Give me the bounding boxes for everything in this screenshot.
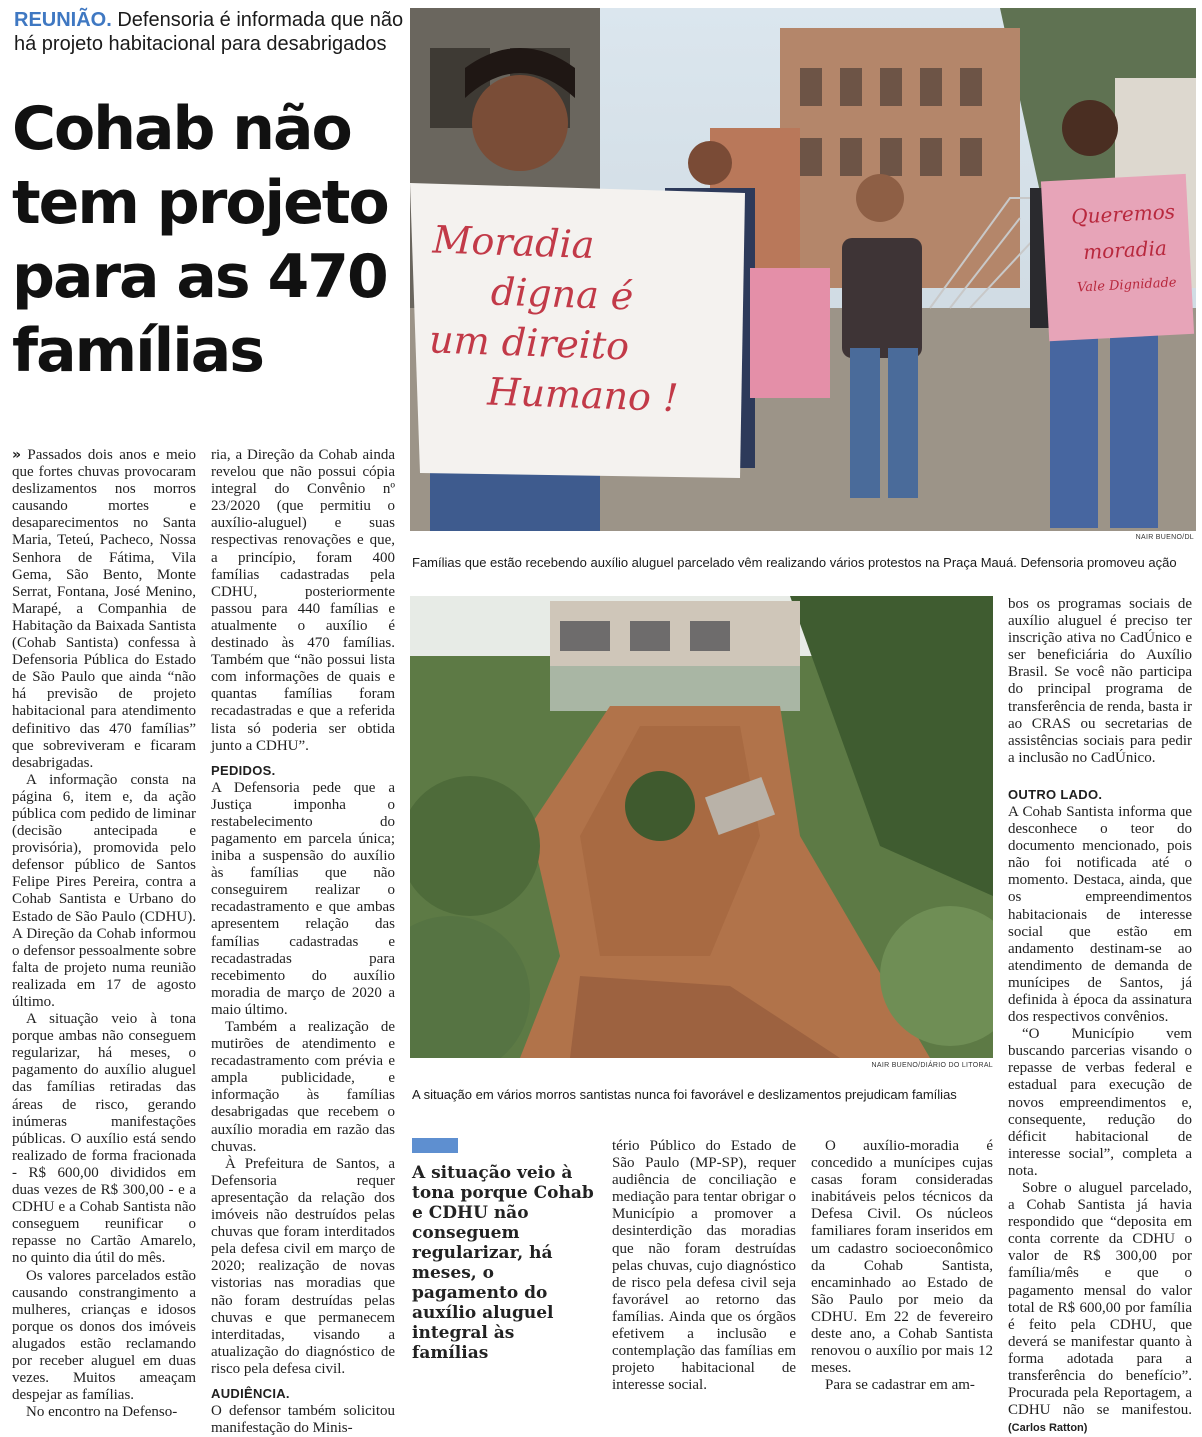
pullquote-bar xyxy=(412,1138,458,1153)
photo1-caption: Famílias que estão recebendo auxílio aluguel parcelado vêm realizando vários protestos na Praça Mauá. Defensoria promoveu ação xyxy=(412,555,1177,570)
body-paragraph: O defensor também solicitou manifestação do Minis- xyxy=(211,1402,395,1437)
body-paragraph: » Passados dois anos e meio que fortes chuvas provocaram deslizamentos nos morros causando mortes e desaparecimentos no Santa Maria, Teteú, Pacheco, Nossa Senhora de Fátima, Vila Gema, São Bento, Monte Serrat, Fontana, José Menino, Marapé, a Companhia de Habitação da Baixada Santista (Cohab Santista) confessa à Defensoria Pública do Estado de São Paulo que ainda “não há previsão de projeto habitacional para atendimento definitivo das 470 famílias” que sobreviveram e ficaram desabrigadas. xyxy=(12,447,196,771)
chevron-right-icon: » xyxy=(12,447,22,463)
protest-sign-right-text xyxy=(1057,193,1192,308)
body-paragraph: “O Município vem buscando parcerias visando o repasse de verbas federal e estadual para execução de novos empreendimentos e, consequente, redução do déficit habitacional de interesse social”, completa a nota. xyxy=(1008,1026,1192,1179)
headline xyxy=(12,92,412,388)
sign-line: digna é xyxy=(490,269,635,319)
protest-sign-text xyxy=(427,214,754,425)
headline-line: famílias xyxy=(12,316,264,386)
body-paragraph: A situação veio à tona porque ambas não conseguem regularizar, há meses, o pagamento do auxílio aluguel das famílias retiradas das áreas de risco, gerando inúmeras manifestações públicas. O auxílio está sendo realizado de forma fracionada - R$ 600,00 divididos em duas vezes de R$ 300,00 - e a CDHU e a Cohab Santista não conseguem reunificar o repasse no Cartão Amarelo, no quinto dia útil do mês. xyxy=(12,1011,196,1267)
body-column-6 xyxy=(1008,596,1192,1437)
kicker-tag: REUNIÃO. xyxy=(14,9,112,31)
body-paragraph: Os valores parcelados estão causando constrangimento a mulheres, crianças e idosos porque os donos dos imóveis alugados estão reclamando por receber aluguel em duas vezes. Muitos ameaçam despejar as famílias. xyxy=(12,1267,196,1404)
body-paragraph: O auxílio-moradia é concedido a munícipes cujas casas foram consideradas inabitáveis pelos técnicos da Defesa Civil. Os núcleos familiares foram inseridos em um cadastro socioeconômico da Cohab Santista, encaminhado ao Estado de São Paulo por meio da CDHU. Em 22 de fevereiro deste ano, a Cohab Santista renovou o auxílio por mais 12 meses. xyxy=(811,1138,993,1377)
section-heading-audiencia: AUDIÊNCIA. xyxy=(211,1385,290,1401)
sign-line: moradia xyxy=(1082,235,1168,265)
protest-photo xyxy=(410,8,1196,531)
photo1-credit: NAIR BUENO/DL xyxy=(1135,534,1194,541)
section-heading-outro-lado: OUTRO LADO. xyxy=(1008,786,1103,802)
headline-line: Cohab não xyxy=(12,94,351,164)
landslide-photo xyxy=(410,596,993,1058)
kicker-text: Defensoria é informada que não há projeto habitacional para desabrigados xyxy=(14,9,404,55)
body-paragraph: A Defensoria pede que a Justiça imponha o restabelecimento do pagamento em parcela única; iniba a suspensão do auxílio às famílias que não conseguirem realizar o recadastramento e que ambas apresentem relação das famílias cadastradas e recadastradas para recebimento do auxílio moradia de março de 2020 a maio último. xyxy=(211,779,395,1018)
sign-line: Moradia xyxy=(431,217,596,268)
pullquote: A situação veio à tona porque Cohab e CDHU não conseguem regularizar, há meses, o pagamento do auxílio aluguel integral às famílias xyxy=(412,1163,594,1363)
body-paragraph: No encontro na Defenso- xyxy=(26,1404,178,1421)
body-paragraph: Também a realização de mutirões de atendimento e recadastramento com prévia e ampla publicidade, e informação às famílias desabrigadas que recebem o auxílio moradia em razão das chuvas. xyxy=(211,1019,395,1155)
body-paragraph: ria, a Direção da Cohab ainda revelou que não possui cópia integral do Convênio nº 23/2020 (que permitiu o auxílio-aluguel) e suas respectivas renovações e que, a princípio, foram 400 famílias cadastradas pela CDHU, posteriormente passou para 440 famílias e atualmente o auxílio é destinado às 470 famílias. Também que “não possui lista com informações de quais e quantas famílias foram recadastradas e que a referida lista só poderia ser obtida junto a CDHU”. xyxy=(211,447,395,754)
photo2-caption: A situação em vários morros santistas nunca foi favorável e deslizamentos prejudicam famílias xyxy=(412,1087,957,1102)
body-column-5 xyxy=(811,1138,993,1394)
photo2-credit: NAIR BUENO/DIÁRIO DO LITORAL xyxy=(871,1062,993,1069)
landslide-photo-illustration xyxy=(410,596,993,1058)
body-paragraph: À Prefeitura de Santos, a Defensoria requer apresentação da relação dos imóveis não destruídos pelas chuvas que foram interditados pela defesa civil em março de 2020; realização de novas vistorias nas moradias que não foram destruídas pelas chuvas e que permanecem interditadas, visando a atualização do diagnóstico de risco pela defesa civil. xyxy=(211,1155,395,1377)
body-column-2 xyxy=(211,447,395,1437)
author-signature: (Carlos Ratton) xyxy=(1008,1422,1088,1435)
headline-line: para as 470 xyxy=(12,242,387,312)
headline-line: tem projeto xyxy=(12,168,388,238)
body-paragraph: Para se cadastrar em am- xyxy=(825,1377,975,1394)
body-paragraph: bos os programas sociais de auxílio aluguel é preciso ter inscrição ativa no CadÚnico e ser beneficiária do Auxílio Brasil. Se você não participa do principal programa de transferência de renda, basta ir ao CRAS ou secretarias de assistências sociais para pedir a inclusão no CadÚnico. xyxy=(1008,596,1192,766)
sign-line: um direito xyxy=(428,317,630,369)
sign-line: Queremos xyxy=(1070,199,1176,229)
body-paragraph: tério Público do Estado de São Paulo (MP-SP), requer audiência de conciliação e mediação para tentar obrigar o Município a promover a desinterdição das moradias que não foram destruídas pelas chuvas, cujo diagnóstico de risco pela defesa civil seja favorável ao retorno das famílias. Ainda que os órgãos efetivem a inclusão e contemplação das famílias em projeto habitacional de interesse social. xyxy=(612,1138,796,1394)
body-paragraph: A Cohab Santista informa que desconhece o teor do documento mencionado, pois não foi notificada até o momento. Destaca, ainda, que os empreendimentos habitacionais de interesse social que estão em andamento destinam-se ao atendimento de demanda de munícipes de Santos, já definida à época da assinatura dos respectivos convênios. xyxy=(1008,803,1192,1026)
section-heading-pedidos: PEDIDOS. xyxy=(211,762,276,778)
kicker xyxy=(14,8,404,56)
body-column-4 xyxy=(612,1138,796,1394)
sign-line: Vale Dignidade xyxy=(1076,275,1177,296)
body-paragraph: A informação consta na página 6, item e, da ação pública com pedido de liminar (decisão antecipada e provisória), promovida pelo defensor público de Santos Felipe Pires Pereira, contra a Cohab Santista e Urbano do Estado de São Paulo (CDHU). A Direção da Cohab informou o defensor pessoalmente sobre falta de projeto numa reunião realizada em 17 de agosto último. xyxy=(12,771,196,1010)
body-paragraph: Sobre o aluguel parcelado, a Cohab Santista já havia respondido que “deposita em conta corrente da CDHU o valor de R$ 300,00 por família/mês e que o pagamento mensal do valor total de R$ 600,00 por família é feito pela CDHU, que deverá se manifestar quanto à forma adotada para a transferência do benefício”. Procurada pela Reportagem, a CDHU não se manifestou. (Carlos Ratton) xyxy=(1008,1180,1192,1435)
body-column-1 xyxy=(12,447,196,1421)
sign-line: Humano ! xyxy=(486,369,680,421)
